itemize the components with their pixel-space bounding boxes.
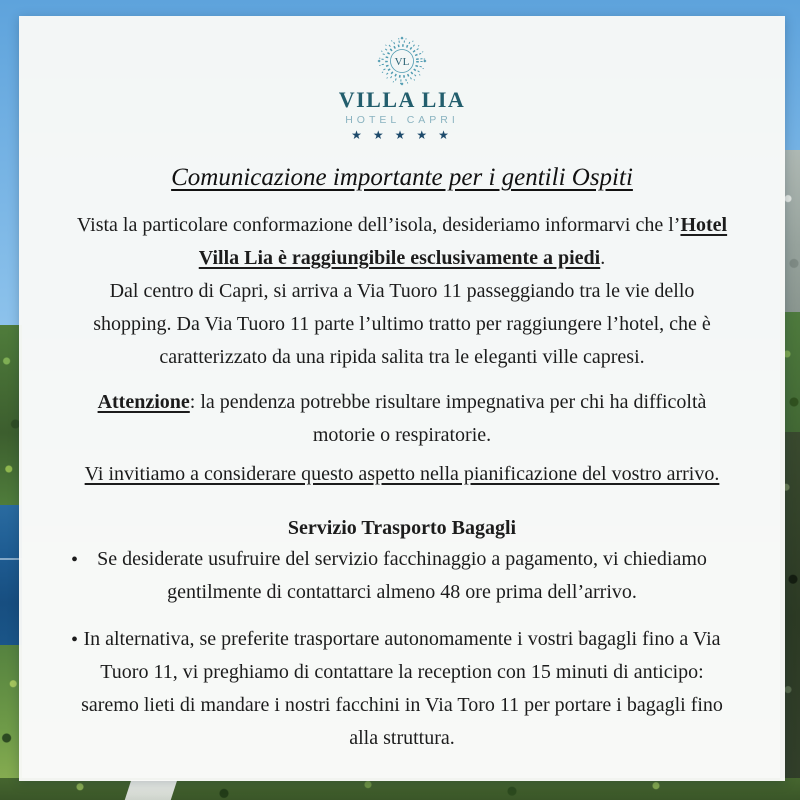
hotel-name: VILLA LIA	[338, 87, 466, 112]
intro-continuation: Dal centro di Capri, si arriva a Via Tuoro 11 passeggiando tra le vie dello shopping. Da Via Tuoro 11 parte l’ultimo tratto per raggiungere l’hotel, che è caratterizzato da una ripida salita tra le eleganti ville capresi.	[93, 280, 711, 368]
baggage-heading: Servizio Trasporto Bagagli	[287, 517, 517, 539]
list-item	[71, 623, 729, 755]
baggage-section	[71, 513, 729, 755]
intro-text-end: .	[600, 247, 606, 269]
bottom-foliage-strip	[0, 778, 800, 800]
list-item	[71, 543, 729, 609]
intro-text-start: Vista la particolare conformazione dell’isola, desideriamo informarvi che l’	[76, 214, 681, 236]
invitation-note: Vi invitiamo a considerare questo aspetto nella pianificazione del vostro arrivo.	[84, 463, 720, 485]
baggage-bullet-list	[71, 543, 729, 755]
attention-paragraph	[75, 386, 729, 452]
intro-emphasis: Hotel Villa Lia è raggiungibile esclusivamente a piedi	[198, 214, 728, 269]
intro-first-sentence	[75, 209, 729, 275]
attention-label: Attenzione	[97, 391, 190, 413]
five-stars-icon: ★ ★ ★ ★ ★	[351, 128, 453, 142]
bullet-icon: •	[71, 629, 79, 651]
intro-paragraph	[75, 209, 729, 374]
mandala-ornament-icon	[376, 36, 428, 86]
bullet-icon: •	[71, 549, 79, 571]
hotel-logo	[75, 36, 729, 143]
page-title: Comunicazione importante per i gentili Ospiti	[171, 164, 633, 191]
bottom-path-patch	[125, 780, 177, 800]
bullet-text: In alternativa, se preferite trasportare autonomamente i vostri bagagli fino a Via Tuoro 11, vi preghiamo di contattare la reception con 15 minuti di anticipo: saremo lieti di mandare i nostri facchini in Via Toro 11 per portare i bagagli fino alla struttura.	[81, 628, 723, 749]
attention-text: : la pendenza potrebbe risultare impegnativa per chi ha difficoltà motorie o respiratorie.	[189, 391, 707, 446]
logo-monogram: VL	[394, 56, 410, 68]
bullet-text: Se desiderate usufruire del servizio facchinaggio a pagamento, vi chiediamo gentilmente di contattarci almeno 48 ore prima dell’arrivo.	[97, 548, 707, 603]
notice-card	[19, 16, 785, 781]
hotel-subtitle: HOTEL CAPRI	[345, 114, 459, 126]
